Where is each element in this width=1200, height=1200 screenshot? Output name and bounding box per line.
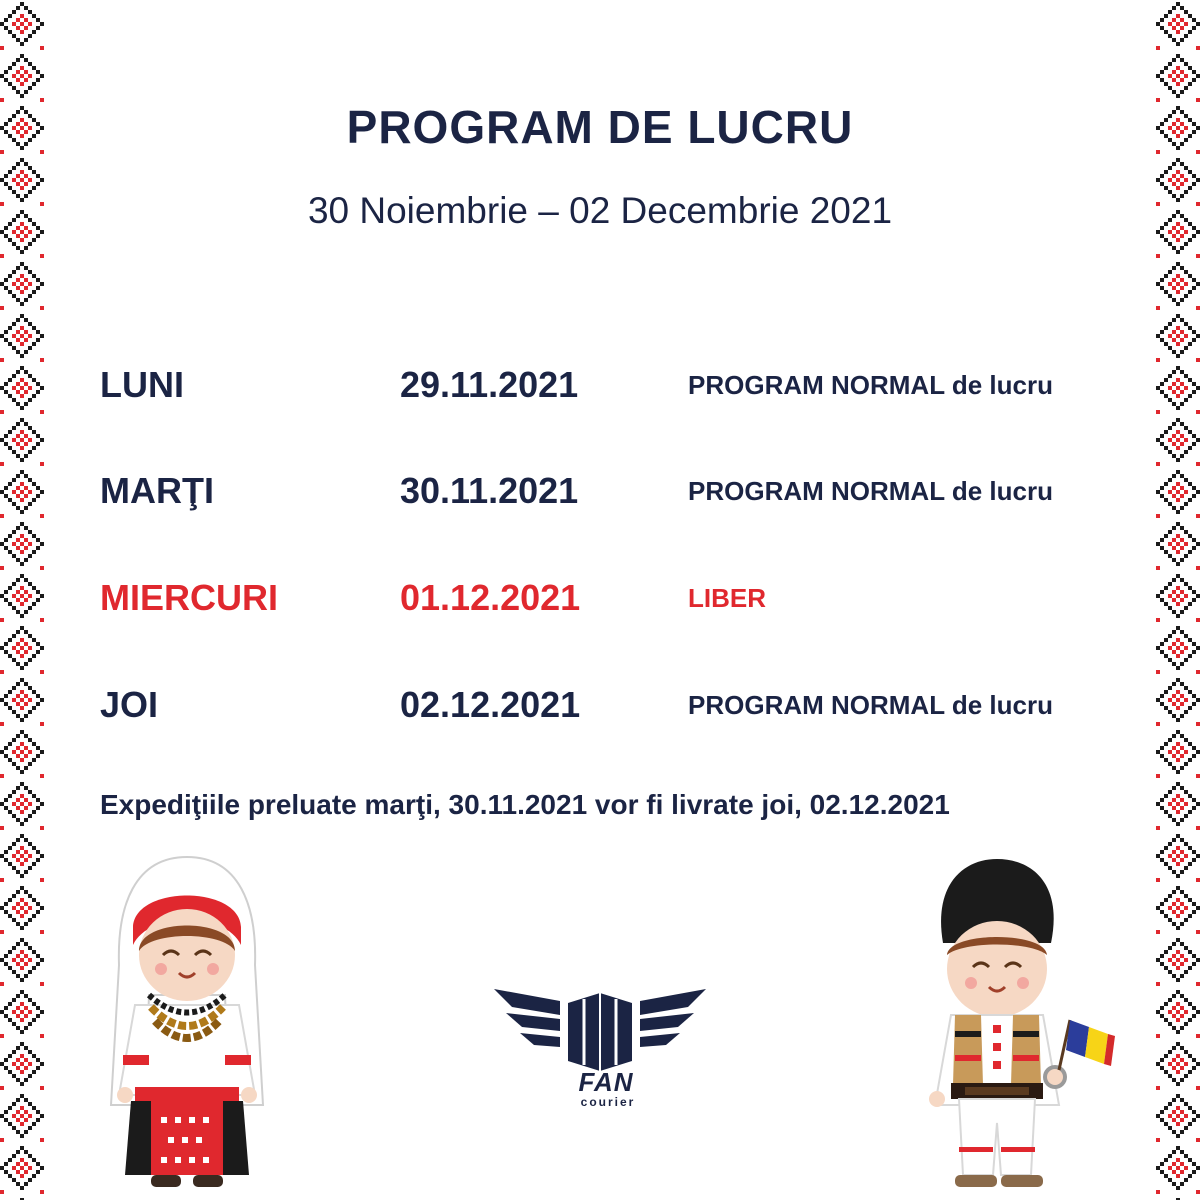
- schedule-row-wednesday: [0, 568, 1200, 628]
- logo-brand-text: FAN: [578, 1067, 634, 1097]
- schedule-status: LIBER: [688, 583, 766, 613]
- page-title: PROGRAM DE LUCRU: [346, 101, 854, 153]
- romanian-woman-folk-costume-icon: [105, 855, 270, 1190]
- schedule-date: 30.11.2021: [400, 470, 579, 511]
- schedule-status: PROGRAM NORMAL de lucru: [688, 370, 1053, 400]
- schedule-row-monday: [0, 355, 1200, 415]
- schedule-row-thursday: [0, 675, 1200, 735]
- schedule-date: 29.11.2021: [400, 364, 579, 405]
- logo-sub-text: courier: [580, 1095, 636, 1109]
- logo-wings-box-icon: [490, 985, 710, 1075]
- date-range-subtitle: 30 Noiembrie – 02 Decembrie 2021: [307, 190, 893, 231]
- schedule-day: MARŢI: [100, 470, 214, 511]
- schedule-status: PROGRAM NORMAL de lucru: [688, 476, 1053, 506]
- schedule-day: LUNI: [100, 364, 184, 405]
- schedule-row-tuesday: [0, 461, 1200, 521]
- schedule-day: MIERCURI: [100, 577, 278, 618]
- delivery-note: Expediţiile preluate marţi, 30.11.2021 vor fi livrate joi, 02.12.2021: [100, 789, 950, 820]
- fan-courier-logo: [490, 985, 710, 1125]
- romanian-man-folk-costume-with-flag-icon: [925, 855, 1115, 1195]
- schedule-date: 01.12.2021: [400, 577, 581, 618]
- schedule-date: 02.12.2021: [400, 684, 581, 725]
- schedule-status: PROGRAM NORMAL de lucru: [688, 690, 1053, 720]
- schedule-day: JOI: [100, 684, 159, 725]
